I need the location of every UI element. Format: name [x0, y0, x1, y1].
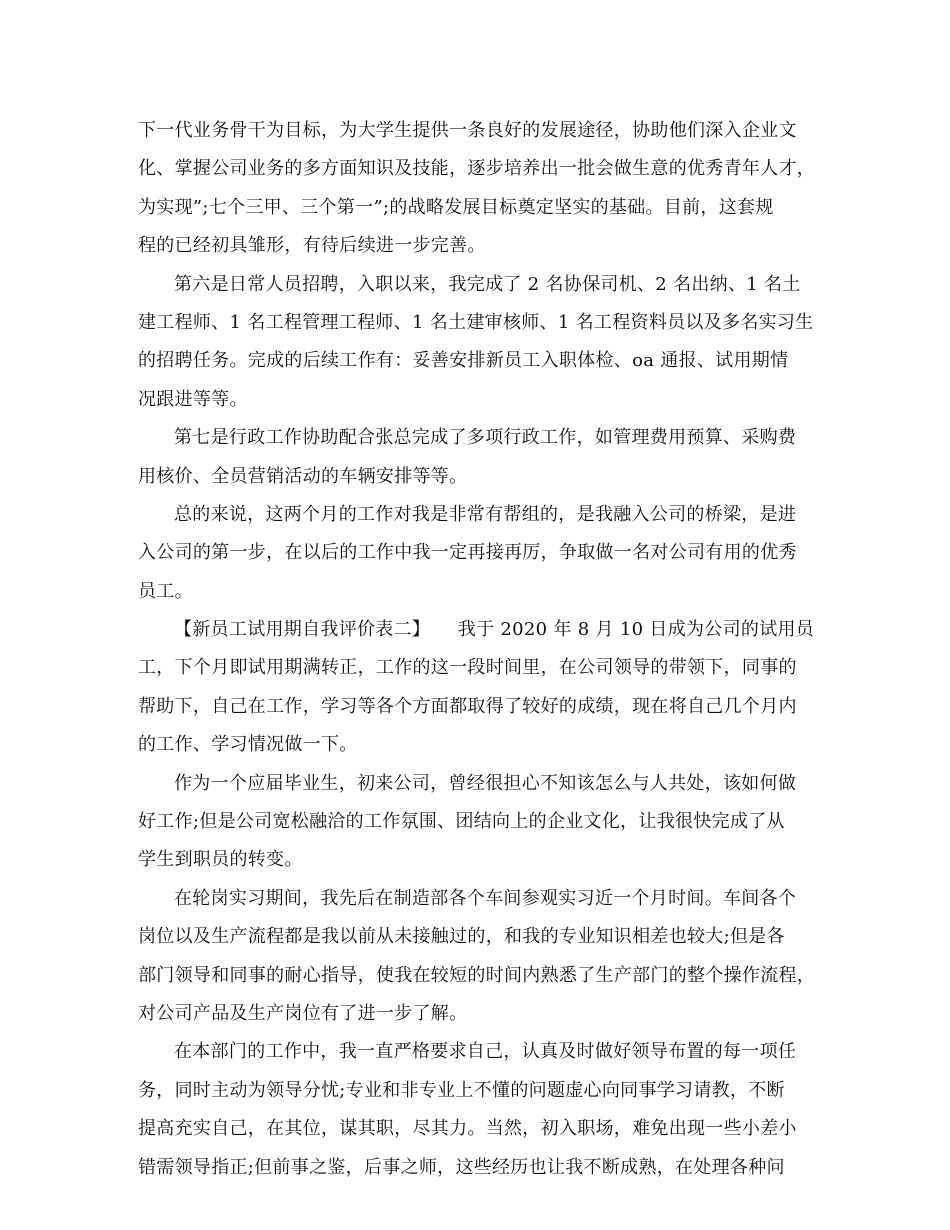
text-line: 部门领导和同事的耐心指导，使我在较短的时间内熟悉了生产部门的整个操作流程， — [138, 964, 816, 986]
text-line: 【新员工试用期自我评价表二】 我于 2020 年 8 月 10 日成为公司的试用员 — [174, 619, 815, 641]
text-line: 提高充实自己，在其位，谋其职，尽其力。当然，初入职场，难免出现一些小差小 — [138, 1118, 797, 1140]
text-line: 学生到职员的转变。 — [138, 849, 303, 871]
text-line: 况跟进等等。 — [138, 388, 248, 410]
text-line: 在本部门的工作中，我一直严格要求自己，认真及时做好领导布置的每一项任 — [174, 1041, 797, 1063]
text-line: 建工程师、1 名工程管理工程师、1 名土建审核师、1 名工程资料员以及多名实习生 — [138, 311, 814, 333]
paragraph — [138, 112, 828, 266]
paragraph — [138, 765, 828, 880]
text-line: 为实现”;七个三甲、三个第一”;的战略发展目标奠定坚实的基础。目前，这套规 — [138, 196, 774, 218]
text-line: 工，下个月即试用期满转正，工作的这一段时间里，在公司领导的带领下，同事的 — [138, 657, 797, 679]
paragraph — [138, 266, 828, 420]
text-line: 的工作、学习情况做一下。 — [138, 734, 358, 756]
text-line: 第七是行政工作协助配合张总完成了多项行政工作，如管理费用预算、采购费 — [174, 427, 797, 449]
paragraph — [138, 419, 828, 496]
text-line: 化、掌握公司业务的多方面知识及技能，逐步培养出一批会做生意的优秀青年人才， — [138, 158, 816, 180]
text-line: 总的来说，这两个月的工作对我是非常有帮组的，是我融入公司的桥梁，是进 — [174, 503, 797, 525]
text-line: 的招聘任务。完成的后续工作有：妥善安排新员工入职体检、oa 通报、试用期情 — [138, 350, 789, 372]
text-line: 务，同时主动为领导分忧;专业和非专业上不懂的问题虚心向同事学习请教，不断 — [138, 1079, 785, 1101]
text-line: 作为一个应届毕业生，初来公司，曾经很担心不知该怎么与人共处，该如何做 — [174, 772, 797, 794]
document-body — [138, 112, 828, 1187]
text-line: 第六是日常人员招聘，入职以来，我完成了 2 名协保司机、2 名出纳、1 名土 — [174, 273, 801, 295]
paragraph — [138, 880, 828, 1034]
text-line: 下一代业务骨干为目标，为大学生提供一条良好的发展途径，协助他们深入企业文 — [138, 120, 797, 141]
paragraph — [138, 496, 828, 611]
text-line: 程的已经初具雏形，有待后续进一步完善。 — [138, 235, 486, 257]
text-line: 在轮岗实习期间，我先后在制造部各个车间参观实习近一个月时间。车间各个 — [174, 887, 797, 909]
text-line: 员工。 — [138, 580, 193, 602]
text-line: 岗位以及生产流程都是我以前从未接触过的，和我的专业知识相差也较大;但是各 — [138, 926, 785, 948]
text-line: 入公司的第一步，在以后的工作中我一定再接再厉，争取做一名对公司有用的优秀 — [138, 542, 797, 564]
paragraph — [138, 1033, 828, 1187]
text-line: 好工作;但是公司宽松融洽的工作氛围、团结向上的企业文化，让我很快完成了从 — [138, 811, 785, 833]
text-line: 错需领导指正;但前事之鉴，后事之师，这些经历也让我不断成熟，在处理各种问 — [138, 1156, 785, 1178]
text-line: 对公司产品及生产岗位有了进一步了解。 — [138, 1002, 468, 1024]
paragraph — [138, 611, 828, 765]
text-line: 帮助下，自己在工作，学习等各个方面都取得了较好的成绩，现在将自己几个月内 — [138, 695, 797, 717]
text-line: 用核价、全员营销活动的车辆安排等等。 — [138, 465, 468, 487]
